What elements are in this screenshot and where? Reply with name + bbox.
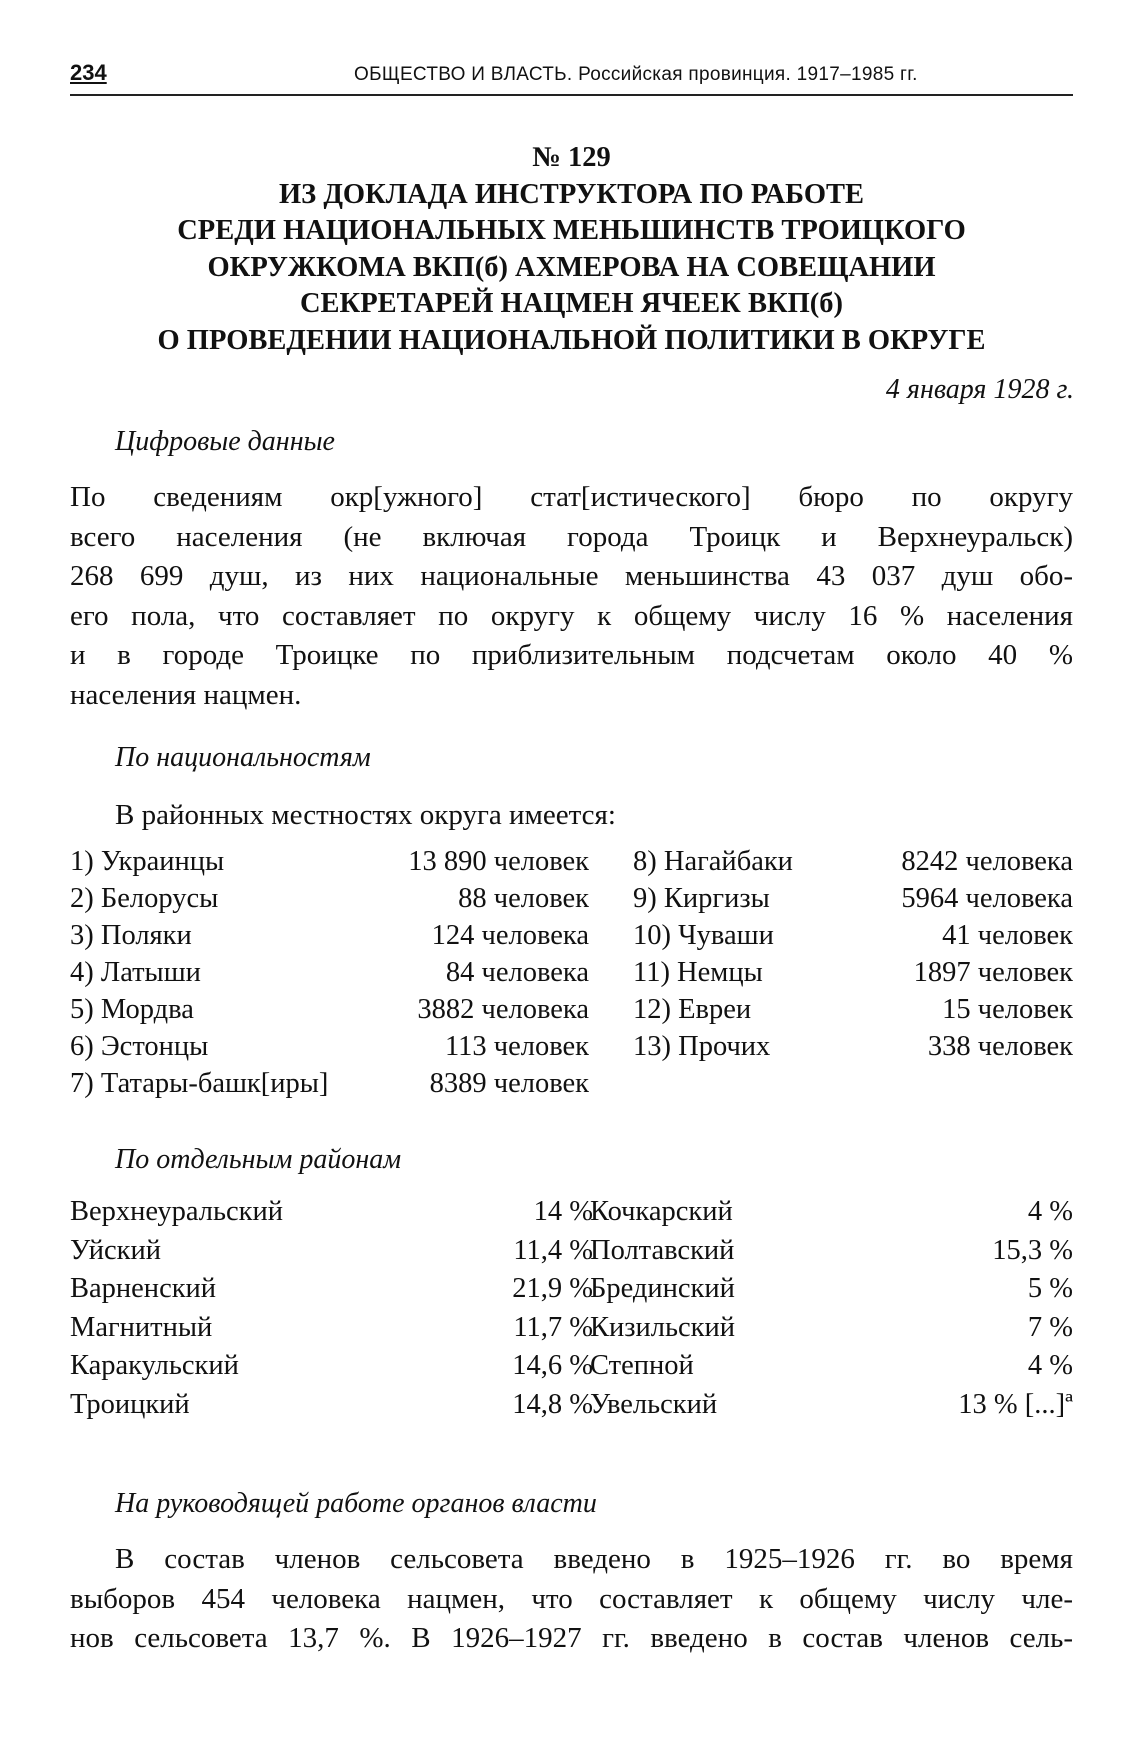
section-heading-by-district: По отдельным районам — [115, 1144, 402, 1175]
nationality-count: 13 890 человек — [408, 846, 589, 877]
paragraph-line: В состав членов сельсовета введено в 1925–1926 гг. во время — [115, 1543, 1073, 1575]
district-name: Уйский — [70, 1234, 162, 1266]
title-line: СЕКРЕТАРЕЙ НАЦМЕН ЯЧЕЕК ВКП(б) — [299, 288, 844, 319]
district-name: Верхнеуральский — [70, 1196, 283, 1227]
district-percent: 14,8 % — [512, 1388, 593, 1420]
district-name: Увельский — [590, 1388, 718, 1420]
district-name: Кочкарский — [590, 1196, 733, 1227]
list-item — [70, 1196, 1073, 1235]
nationality-name: 11) Немцы — [633, 957, 763, 988]
district-percent: 11,7 % — [513, 1311, 593, 1343]
running-title: ОБЩЕСТВО И ВЛАСТЬ. Российская провинция. 1917–1985 гг. — [354, 64, 918, 85]
nationality-name: 3) Поляки — [70, 920, 192, 951]
district-name: Магнитный — [70, 1311, 213, 1343]
district-percent: 14 % — [533, 1196, 593, 1227]
page-number: 234 — [70, 60, 107, 85]
list-item — [70, 1235, 1073, 1274]
nationality-count: 3882 человека — [417, 994, 589, 1025]
nationality-count: 124 человека — [431, 920, 589, 951]
list-item — [70, 957, 1073, 994]
district-name: Полтавский — [590, 1234, 735, 1266]
paragraph-line: нов сельсовета 13,7 %. В 1926–1927 гг. введено в состав членов сель- — [70, 1622, 1073, 1654]
title-line: СРЕДИ НАЦИОНАЛЬНЫХ МЕНЬШИНСТВ ТРОИЦКОГО — [177, 215, 966, 246]
section-heading-leadership: На руководящей работе органов власти — [115, 1488, 597, 1519]
paragraph-line: В районных местностях округа имеется: — [115, 799, 616, 831]
list-item — [70, 1350, 1073, 1389]
nationality-count: 88 человек — [458, 883, 589, 914]
district-areas-line — [115, 796, 1073, 836]
list-item — [70, 846, 1073, 883]
district-percent: 5 % — [1027, 1273, 1073, 1304]
district-percent: 13 % [...]ª — [958, 1388, 1073, 1420]
list-item — [70, 920, 1073, 957]
nationality-name: 6) Эстонцы — [70, 1031, 209, 1062]
running-header — [70, 58, 1073, 96]
nationality-count: 338 человек — [927, 1031, 1073, 1062]
title-line: ИЗ ДОКЛАДА ИНСТРУКТОРА ПО РАБОТЕ — [278, 178, 865, 210]
list-item — [70, 1068, 1073, 1105]
list-item — [70, 1312, 1073, 1351]
district-percent: 7 % — [1027, 1311, 1073, 1343]
district-percent: 11,4 % — [513, 1234, 593, 1266]
nationality-count: 113 человек — [444, 1031, 589, 1062]
nationality-name: 13) Прочих — [633, 1031, 771, 1062]
final-paragraph — [70, 1540, 1073, 1659]
list-item — [70, 1389, 1073, 1428]
paragraph-line: 268 699 душ, из них национальные меньшинства 43 037 душ обо- — [70, 560, 1073, 592]
title-line: ОКРУЖКОМА ВКП(б) АХМЕРОВА НА СОВЕЩАНИИ — [207, 251, 936, 283]
section-heading-digital-data: Цифровые данные — [115, 426, 335, 457]
title-line: О ПРОВЕДЕНИИ НАЦИОНАЛЬНОЙ ПОЛИТИКИ В ОКРУГЕ — [157, 324, 986, 356]
nationality-count: 5964 человека — [901, 883, 1073, 914]
district-percent: 21,9 % — [512, 1273, 593, 1304]
document-title-block — [70, 140, 1073, 359]
district-name: Троицкий — [70, 1388, 190, 1420]
list-item — [70, 1031, 1073, 1068]
paragraph-line: По сведениям окр[ужного] стат[истического] бюро по округу — [70, 481, 1073, 513]
district-list — [70, 1196, 1073, 1427]
district-percent: 14,6 % — [512, 1350, 593, 1381]
paragraph-line: его пола, что составляет по округу к общему числу 16 % населения — [70, 599, 1073, 632]
district-name: Степной — [590, 1350, 694, 1381]
paragraph-line: и в городе Троицке по приблизительным подсчетам около 40 % — [70, 639, 1073, 671]
district-percent: 15,3 % — [992, 1234, 1073, 1266]
nationality-count: 15 человек — [942, 994, 1073, 1025]
district-percent: 4 % — [1027, 1350, 1073, 1381]
nationality-count: 41 человек — [942, 920, 1073, 951]
paragraph-line: выборов 454 человека нацмен, что составляет к общему числу чле- — [70, 1582, 1073, 1615]
district-name: Кизильский — [590, 1311, 735, 1343]
district-percent: 4 % — [1027, 1196, 1073, 1227]
nationality-list — [70, 846, 1073, 1105]
nationality-name: 5) Мордва — [70, 994, 194, 1025]
nationality-count: 8389 человек — [429, 1068, 589, 1099]
nationality-count: 1897 человек — [913, 957, 1073, 988]
list-item — [70, 1273, 1073, 1312]
section-heading-by-nationality: По национальностям — [115, 742, 371, 773]
district-name: Каракульский — [70, 1350, 239, 1381]
nationality-name: 10) Чуваши — [633, 920, 774, 951]
nationality-name: 9) Киргизы — [633, 883, 770, 914]
nationality-name: 2) Белорусы — [70, 883, 219, 914]
nationality-name: 1) Украинцы — [70, 846, 225, 877]
nationality-name: 12) Евреи — [633, 994, 752, 1025]
nationality-name: 8) Нагайбаки — [633, 846, 793, 877]
document-date: 4 января 1928 г. — [885, 374, 1074, 405]
district-name: Брединский — [590, 1273, 735, 1304]
nationality-count: 84 человека — [445, 957, 589, 988]
paragraph-line: всего населения (не включая города Троицк и Верхнеуральск) — [70, 520, 1073, 553]
nationality-name: 7) Татары-башк[иры] — [70, 1068, 329, 1099]
list-item — [70, 883, 1073, 920]
nationality-count: 8242 человека — [901, 846, 1073, 877]
district-name: Варненский — [70, 1273, 217, 1304]
nationality-name: 4) Латыши — [70, 957, 201, 988]
paragraph-line: населения нацмен. — [70, 678, 302, 711]
document-number: № 129 — [532, 142, 611, 173]
list-item — [70, 994, 1073, 1031]
intro-paragraph — [70, 478, 1073, 715]
